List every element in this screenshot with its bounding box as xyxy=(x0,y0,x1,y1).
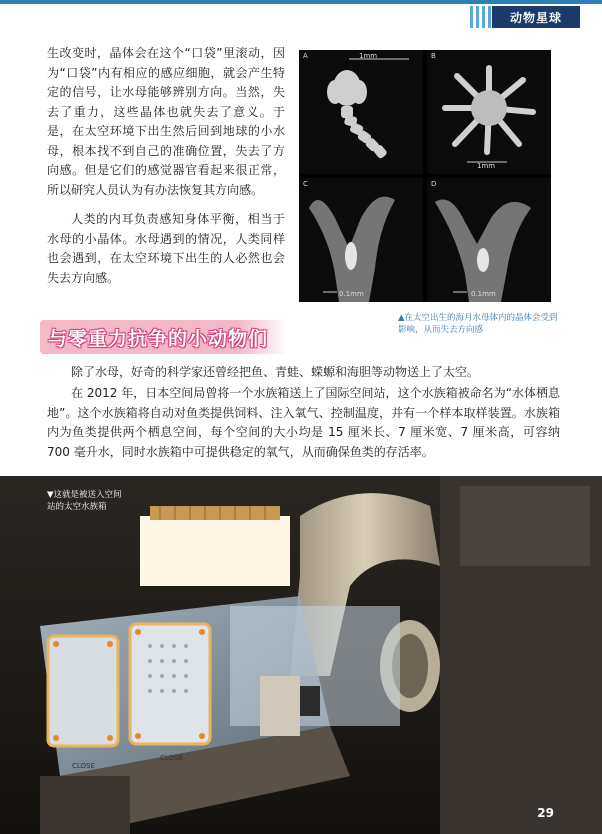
figure-panel-c xyxy=(299,178,423,302)
scale-label: 0.1mm xyxy=(339,290,364,298)
section-tab: 动物星球 xyxy=(492,6,580,28)
body-paragraph-1: 除了水母，好奇的科学家还曾经把鱼、青蛙、蝾螈和海胆等动物送上了太空。 xyxy=(71,365,480,379)
body-paragraph-2: 在 2012 年，日本空间局曾将一个水族箱送上了国际空间站，这个水族箱被命名为“水体栖息地”。这个水族箱将自动对鱼类提供饲料、注入氧气、控制温度，并有一个样本取样装置。水族箱内为鱼类提供两个栖息空间，每个空间的大小均是 15 厘米长、7 厘米宽、7 厘米高，可容纳 700 毫升水，同时水族箱中可提供稳定的氧气，从而确保鱼类的存活率。 xyxy=(47,386,560,459)
statocyst-closeup-image-d xyxy=(427,178,551,302)
section-heading xyxy=(40,320,288,354)
statocyst-closeup-image-c xyxy=(299,178,423,302)
panel-label: D xyxy=(431,180,437,188)
ephyra-side-view-image xyxy=(299,50,423,174)
figure-panel-d xyxy=(427,178,551,302)
panel-label: A xyxy=(303,52,308,60)
header-stripe xyxy=(0,0,602,4)
left-paragraph-1: 生改变时，晶体会在这个“口袋”里滚动，因为“口袋”内有相应的感应细胞，就会产生特定的信号，让水母能够辨别方向。当然，失去了重力，这些晶体也就失去了意义。于是，在太空环境下出生然后回到地球的小水母，根本找不到自己的准确位置，失去了方向感。但是它们的感觉器官看起来很正常，所以研究人员认为有办法恢复其方向感。 xyxy=(47,46,285,197)
scale-label: 1mm xyxy=(359,52,378,60)
aquarium-photo xyxy=(0,476,602,834)
photo-caption: ▼这就是被送入空间站的太空水族箱 xyxy=(47,490,122,512)
header-band xyxy=(0,0,602,30)
ephyra-top-view-image xyxy=(427,50,551,174)
panel-label: C xyxy=(303,180,308,188)
scale-label: 0.1mm xyxy=(471,290,496,298)
aquarium-illustration xyxy=(0,476,602,834)
left-paragraph-2: 人类的内耳负责感知身体平衡，相当于水母的小晶体。水母遇到的情况，人类同样也会遇到，在太空环境下出生的人必然也会失去方向感。 xyxy=(47,212,285,285)
close-label-2: CLOSE xyxy=(160,754,183,762)
figure-panel-a xyxy=(299,50,423,174)
scale-label: 1mm xyxy=(477,162,496,170)
panel-label: B xyxy=(431,52,436,60)
jellyfish-figure xyxy=(299,50,551,302)
section-heading-text: 与零重力抗争的小动物们 xyxy=(48,328,269,350)
page-number: 29 xyxy=(537,806,554,820)
close-label-1: CLOSE xyxy=(72,762,95,770)
figure-caption: ▲在太空出生的海月水母体内的晶体会受到影响，从而失去方向感 xyxy=(398,313,558,335)
figure-panel-b xyxy=(427,50,551,174)
